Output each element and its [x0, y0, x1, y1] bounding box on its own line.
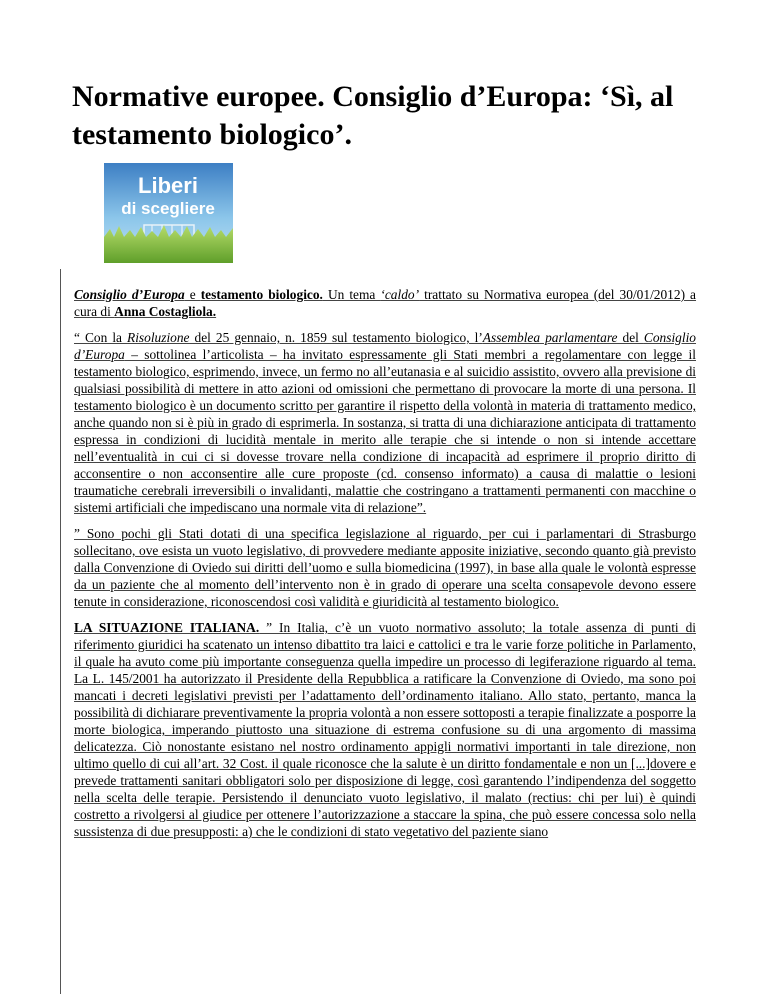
section-heading-situazione-italiana: LA SITUAZIONE ITALIANA. [74, 620, 260, 635]
p1-em-risoluzione: Risoluzione [127, 330, 190, 345]
article-body [74, 286, 696, 849]
p3-body: ” In Italia, c’è un vuoto normativo assoluto; la totale assenza di punti di riferimento giuridici ha scatenato un intenso dibattito tra laici e cattolici e tra le varie forze politiche in Parlamento, il quale ha avuto come più importante conseguenza quella impedire un processo di legiferazione riguardo al tema. La L. 145/2001 ha autorizzato il Presidente della Repubblica a ratificare la Convenzione di Oviedo, ma sono poi mancati i decreti legislativi previsti per l’adattamento dell’ordinamento italiano. Allo stato, pertanto, manca la possibilità di dichiarare preventivamente la propria volontà a non essere sottoposti a terapie finalizzate a posporre la morte biologica, imperando piuttosto una situazione di estrema confusione su di una argomento di massima delicatezza. Ciò nonostante esistano nel nostro ordinamento appigli normativi importanti in tale direzione, non ultimo quello di cui all’art. 32 Cost. il quale riconosce che la salute è un diritto fondamentale e non un [...]dovere e prevede trattamenti sanitari obbligatori solo per disposizione di legge, così garantendo l’indipendenza del soggetto nella scelta delle terapie. Persistendo il denunciato vuoto legislativo, il malato (rectius: chi per lui) è quindi costretto a rivolgersi al giudice per ottenere l’autorizzazione a staccare la spina, che può essere concessa solo nella sussistenza di due presupposti: a) che le condizioni di stato vegetativo del paziente siano [74, 620, 697, 839]
p1-text-1: “ Con la [74, 330, 128, 345]
intro-text-3: trattato su Normativa europea (del 30/01/2012) a cura di [74, 287, 697, 319]
p1-text-2: del 25 gennaio, n. 1859 sul testamento biologico, l’ [189, 330, 483, 345]
intro-paragraph [74, 286, 696, 320]
p1-text-4: – sottolinea l’articolista – ha invitato espressamente gli Stati membri a regolamentare con legge il testamento biologico, esprimendo, invece, un fermo no all’eutanasia e al suicidio assistito, ovvero alla previsione di qualsiasi possibilità di mettere in atto azioni od omissioni che permettano di provocare la morte di una persona. Il testamento biologico è un documento scritto per garantire il rispetto della volontà in materia di trattamento medico, anche quando non si è più in grado di esprimerla. In sostanza, si tratta di una dichiarazione anticipata di trattamento espressa in condizioni di lucidità mentale in merito alle terapie che si intende o non si intende accettare nell’eventualità in cui ci si dovesse trovare nella condizione di incapacità ad esprimere il proprio diritto di acconsentire o non acconsentire alle cure proposte (cd. consenso informato) a causa di malattie o lesioni traumatiche cerebrali irreversibili o invalidanti, malattie che costringano a trattamenti permanenti con macchine o sistemi artificiali che impediscano una normale vita di relazione”. [74, 347, 696, 515]
liberi-di-scegliere-banner [104, 163, 233, 263]
paragraph-strasburgo: ” Sono pochi gli Stati dotati di una specifica legislazione al riguardo, per cui i parlamentari di Strasburgo sollecitano, ove esista un vuoto legislativo, di provvedere mediante apposite iniziative, secondo quanto già previsto dalla Convenzione di Oviedo sui diritti dell’uomo e sulla biomedicina (1997), in base alla quale le volontà espresse da un paziente che al momento dell’intervento non è in grado di operare una scelta consapevole devono essere tenute in considerazione, riconoscendosi così validità e giuridicità al testamento biologico. [74, 526, 696, 609]
intro-em-consiglio: Consiglio d’Europa [74, 287, 185, 302]
paragraph-situazione-italiana [74, 619, 696, 840]
intro-em-caldo: ‘caldo’ [380, 287, 420, 302]
left-margin-rule [60, 269, 61, 994]
intro-text-2: Un tema [322, 287, 381, 302]
intro-text-1: e [184, 287, 201, 302]
banner-subtitle: di scegliere [121, 199, 215, 218]
p1-em-assemblea: Assemblea parlamentare [482, 330, 618, 345]
paragraph-risoluzione [74, 329, 696, 516]
banner-title: Liberi [138, 173, 198, 198]
p1-em-consiglio: Consiglio d’Europa [74, 330, 697, 362]
intro-author: Anna Costagliola. [114, 304, 217, 319]
page-title: Normative europee. Consiglio d’Europa: ‘Sì, al testamento biologico’. [72, 80, 674, 151]
intro-bold-testamento: testamento biologico. [200, 287, 323, 302]
p1-text-3: del [617, 330, 644, 345]
banner-image [104, 163, 233, 263]
